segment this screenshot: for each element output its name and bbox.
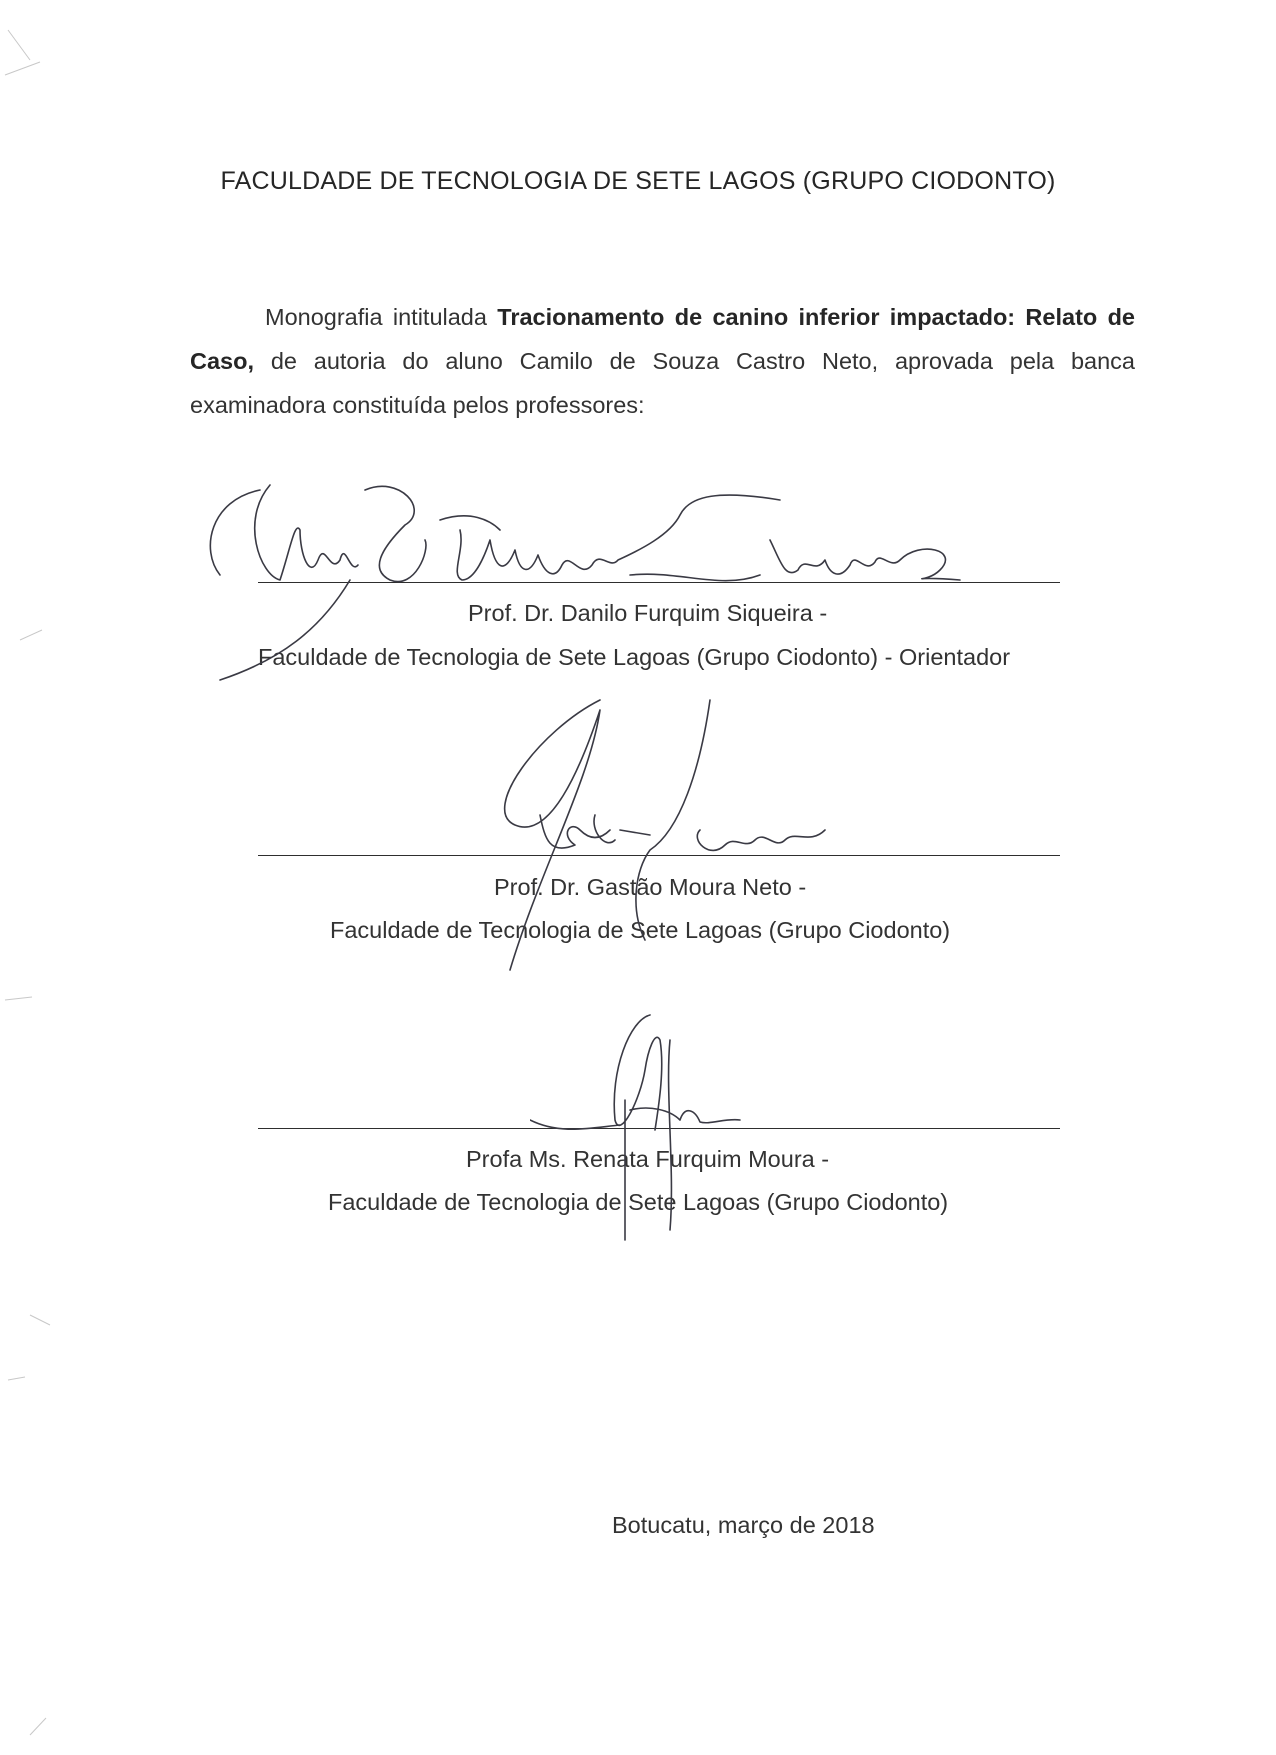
- scan-artifact: [0, 0, 60, 1755]
- signatory-institution: Faculdade de Tecnologia de Sete Lagoas (Grupo Ciodonto): [328, 1189, 949, 1215]
- paragraph-rest: de autoria do aluno Camilo de Souza Castro Neto, aprovada pela banca examinadora constituída pelos professores:: [190, 348, 1136, 418]
- paragraph-lead: Monografia intitulada: [265, 304, 487, 330]
- signatory-name: Profa Ms. Renata Furquim Moura -: [466, 1146, 830, 1172]
- monograph-title: Tracionamento de canino inferior impactado: Relato de Caso,: [190, 304, 1135, 374]
- handwritten-signature: [480, 690, 880, 1010]
- institution-heading: FACULDADE DE TECNOLOGIA DE SETE LAGOS (GRUPO CIODONTO): [220, 167, 1056, 195]
- signature-line: [258, 582, 1060, 583]
- signatory-name: Prof. Dr. Danilo Furquim Siqueira -: [468, 600, 828, 626]
- signatory-name: Prof. Dr. Gastão Moura Neto -: [494, 874, 807, 900]
- signatory-institution: Faculdade de Tecnologia de Sete Lagoas (Grupo Ciodonto): [330, 917, 951, 943]
- approval-paragraph: [190, 295, 1135, 427]
- place-and-date: Botucatu, março de 2018: [612, 1512, 875, 1538]
- signatory-institution: Faculdade de Tecnologia de Sete Lagoas (Grupo Ciodonto) - Orientador: [258, 644, 1011, 670]
- signature-line: [258, 1128, 1060, 1129]
- signature-line: [258, 855, 1060, 856]
